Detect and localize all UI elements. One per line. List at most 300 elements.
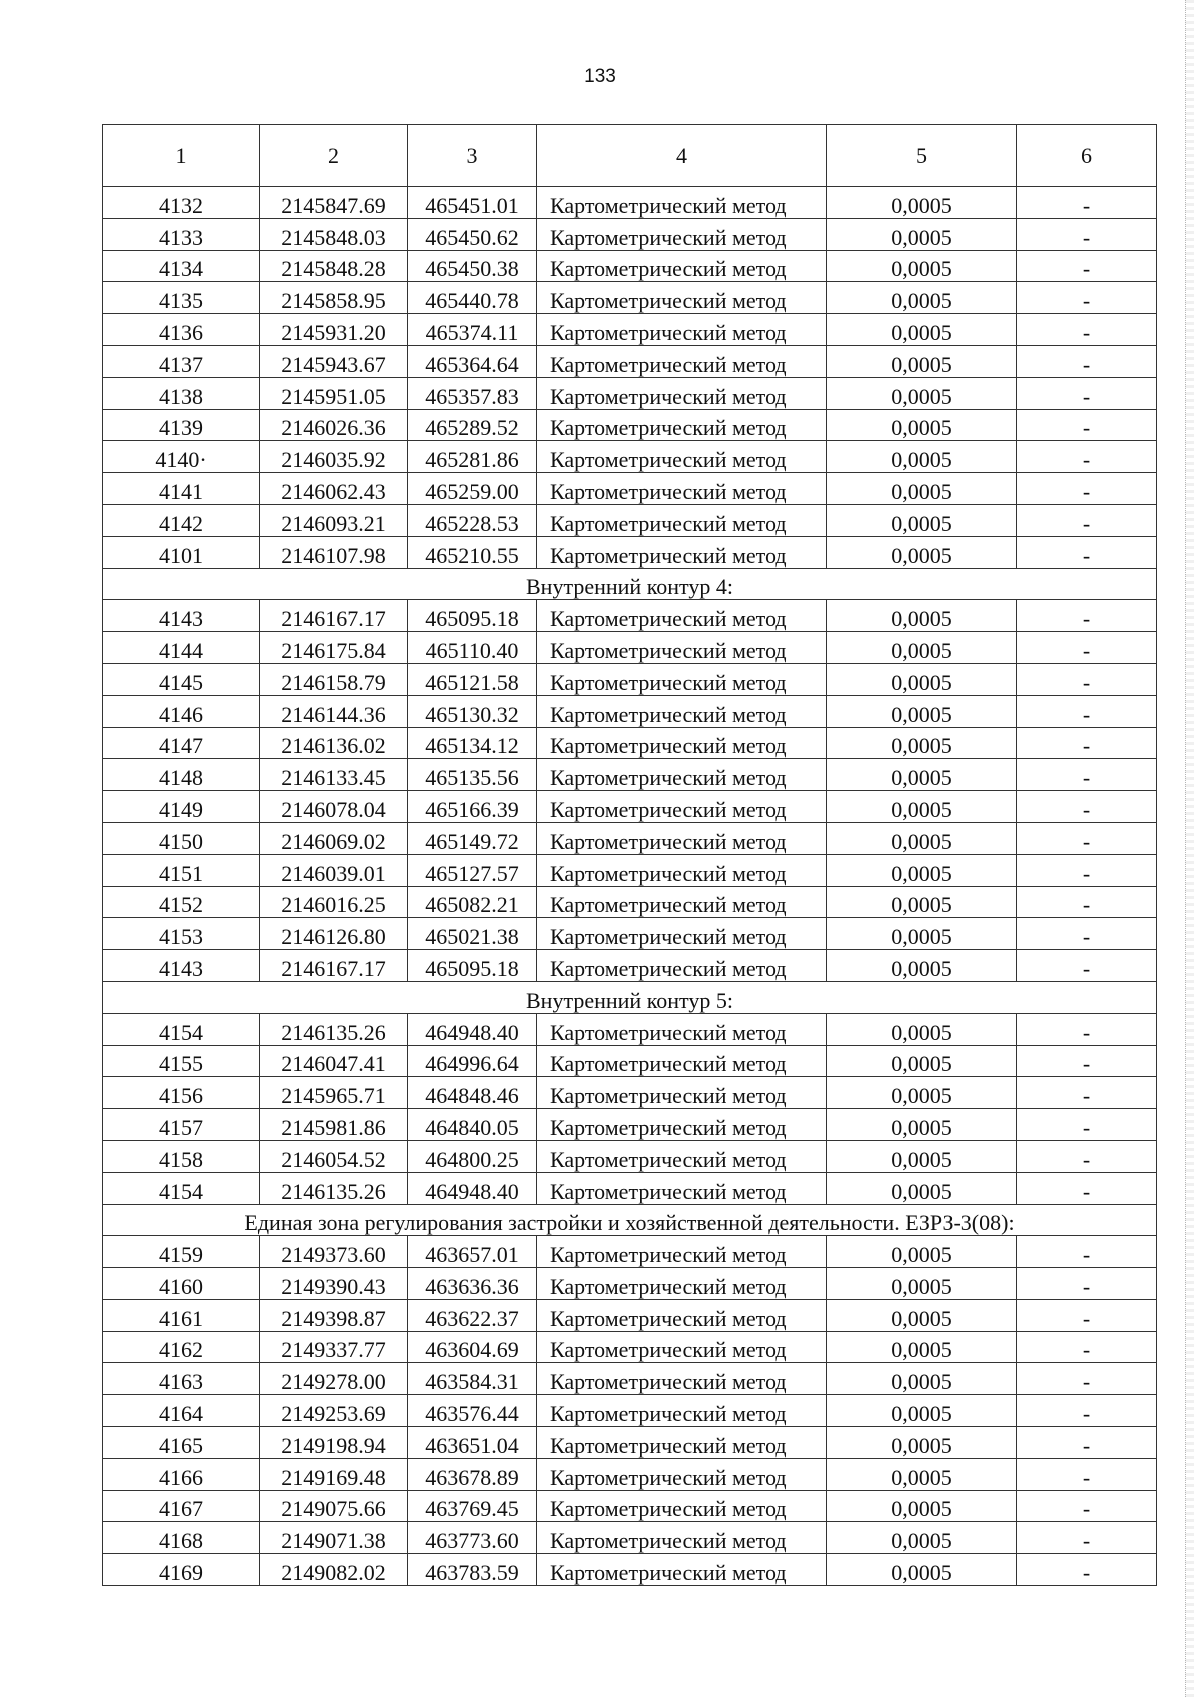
description-cell: - [1017,950,1157,982]
column-header-5: 5 [827,125,1017,187]
point-number-cell: 4154 [103,1172,260,1204]
accuracy-cell: 0,0005 [827,950,1017,982]
y-coordinate-cell: 465110.40 [408,632,537,664]
accuracy-cell: 0,0005 [827,250,1017,282]
accuracy-cell: 0,0005 [827,918,1017,950]
description-cell: - [1017,345,1157,377]
accuracy-cell: 0,0005 [827,632,1017,664]
section-title: Внутренний контур 5: [103,981,1157,1013]
y-coordinate-cell: 465374.11 [408,314,537,346]
method-cell: Картометрический метод [537,1172,827,1204]
table-row [103,1522,1157,1554]
method-cell: Картометрический метод [537,854,827,886]
accuracy-cell: 0,0005 [827,1172,1017,1204]
y-coordinate-cell: 465166.39 [408,791,537,823]
description-cell: - [1017,218,1157,250]
x-coordinate-cell: 2149373.60 [260,1236,408,1268]
point-number-cell: 4142 [103,504,260,536]
section-header-row [103,568,1157,600]
accuracy-cell: 0,0005 [827,663,1017,695]
column-header-2: 2 [260,125,408,187]
description-cell: - [1017,822,1157,854]
table-row [103,1427,1157,1459]
point-number-cell: 4135 [103,282,260,314]
accuracy-cell: 0,0005 [827,791,1017,823]
point-number-cell: 4160 [103,1268,260,1300]
table-row [103,1172,1157,1204]
x-coordinate-cell: 2149398.87 [260,1299,408,1331]
method-cell: Картометрический метод [537,473,827,505]
y-coordinate-cell: 464800.25 [408,1140,537,1172]
point-number-cell: 4154 [103,1013,260,1045]
table-row [103,822,1157,854]
x-coordinate-cell: 2149198.94 [260,1427,408,1459]
x-coordinate-cell: 2146126.80 [260,918,408,950]
x-coordinate-cell: 2146136.02 [260,727,408,759]
point-number-cell: 4167 [103,1490,260,1522]
accuracy-cell: 0,0005 [827,504,1017,536]
description-cell: - [1017,1299,1157,1331]
description-cell: - [1017,1109,1157,1141]
method-cell: Картометрический метод [537,1490,827,1522]
section-header-row [103,1204,1157,1236]
table-row [103,1140,1157,1172]
y-coordinate-cell: 465450.38 [408,250,537,282]
section-header-row [103,981,1157,1013]
point-number-cell: 4168 [103,1522,260,1554]
description-cell: - [1017,282,1157,314]
table-row [103,1554,1157,1586]
point-number-cell: 4169 [103,1554,260,1586]
point-number-cell: 4161 [103,1299,260,1331]
table-row [103,1395,1157,1427]
table-row [103,345,1157,377]
table-row [103,1077,1157,1109]
point-number-cell: 4164 [103,1395,260,1427]
x-coordinate-cell: 2146026.36 [260,409,408,441]
x-coordinate-cell: 2149337.77 [260,1331,408,1363]
table-row [103,632,1157,664]
x-coordinate-cell: 2146144.36 [260,695,408,727]
x-coordinate-cell: 2149082.02 [260,1554,408,1586]
accuracy-cell: 0,0005 [827,600,1017,632]
table-row [103,1013,1157,1045]
table-header-row [103,125,1157,187]
y-coordinate-cell: 465289.52 [408,409,537,441]
accuracy-cell: 0,0005 [827,886,1017,918]
method-cell: Картометрический метод [537,1077,827,1109]
method-cell: Картометрический метод [537,314,827,346]
point-number-cell: 4141 [103,473,260,505]
method-cell: Картометрический метод [537,822,827,854]
point-number-cell: 4148 [103,759,260,791]
method-cell: Картометрический метод [537,1395,827,1427]
x-coordinate-cell: 2145965.71 [260,1077,408,1109]
method-cell: Картометрический метод [537,345,827,377]
x-coordinate-cell: 2145951.05 [260,377,408,409]
point-number-cell: 4166 [103,1458,260,1490]
point-number-cell: 4140· [103,441,260,473]
description-cell: - [1017,250,1157,282]
y-coordinate-cell: 464996.64 [408,1045,537,1077]
table-row [103,377,1157,409]
x-coordinate-cell: 2145847.69 [260,187,408,219]
method-cell: Картометрический метод [537,918,827,950]
accuracy-cell: 0,0005 [827,854,1017,886]
y-coordinate-cell: 465149.72 [408,822,537,854]
table-row [103,504,1157,536]
description-cell: - [1017,1395,1157,1427]
y-coordinate-cell: 465259.00 [408,473,537,505]
method-cell: Картометрический метод [537,759,827,791]
y-coordinate-cell: 464948.40 [408,1013,537,1045]
point-number-cell: 4133 [103,218,260,250]
x-coordinate-cell: 2146078.04 [260,791,408,823]
method-cell: Картометрический метод [537,695,827,727]
x-coordinate-cell: 2145848.28 [260,250,408,282]
point-number-cell: 4139 [103,409,260,441]
method-cell: Картометрический метод [537,250,827,282]
accuracy-cell: 0,0005 [827,1363,1017,1395]
description-cell: - [1017,409,1157,441]
table-row [103,187,1157,219]
accuracy-cell: 0,0005 [827,1331,1017,1363]
y-coordinate-cell: 465082.21 [408,886,537,918]
y-coordinate-cell: 465127.57 [408,854,537,886]
description-cell: - [1017,695,1157,727]
point-number-cell: 4146 [103,695,260,727]
table-row [103,1363,1157,1395]
y-coordinate-cell: 465364.64 [408,345,537,377]
accuracy-cell: 0,0005 [827,1236,1017,1268]
y-coordinate-cell: 463773.60 [408,1522,537,1554]
method-cell: Картометрический метод [537,727,827,759]
point-number-cell: 4163 [103,1363,260,1395]
description-cell: - [1017,918,1157,950]
x-coordinate-cell: 2146135.26 [260,1013,408,1045]
description-cell: - [1017,1172,1157,1204]
x-coordinate-cell: 2146069.02 [260,822,408,854]
y-coordinate-cell: 465095.18 [408,600,537,632]
description-cell: - [1017,1045,1157,1077]
description-cell: - [1017,1490,1157,1522]
description-cell: - [1017,377,1157,409]
method-cell: Картометрический метод [537,377,827,409]
accuracy-cell: 0,0005 [827,727,1017,759]
description-cell: - [1017,791,1157,823]
point-number-cell: 4155 [103,1045,260,1077]
method-cell: Картометрический метод [537,1109,827,1141]
table-row [103,218,1157,250]
y-coordinate-cell: 465121.58 [408,663,537,695]
point-number-cell: 4157 [103,1109,260,1141]
description-cell: - [1017,1458,1157,1490]
table-row [103,1331,1157,1363]
accuracy-cell: 0,0005 [827,695,1017,727]
point-number-cell: 4162 [103,1331,260,1363]
method-cell: Картометрический метод [537,1427,827,1459]
description-cell: - [1017,854,1157,886]
accuracy-cell: 0,0005 [827,1522,1017,1554]
table-row [103,250,1157,282]
table-row [103,886,1157,918]
y-coordinate-cell: 463604.69 [408,1331,537,1363]
point-number-cell: 4137 [103,345,260,377]
y-coordinate-cell: 465281.86 [408,441,537,473]
point-number-cell: 4145 [103,663,260,695]
x-coordinate-cell: 2145858.95 [260,282,408,314]
table-row [103,1045,1157,1077]
description-cell: - [1017,759,1157,791]
table-row [103,314,1157,346]
table-row [103,727,1157,759]
description-cell: - [1017,1522,1157,1554]
x-coordinate-cell: 2146047.41 [260,1045,408,1077]
table-row [103,536,1157,568]
y-coordinate-cell: 465135.56 [408,759,537,791]
column-header-1: 1 [103,125,260,187]
accuracy-cell: 0,0005 [827,1268,1017,1300]
y-coordinate-cell: 465451.01 [408,187,537,219]
accuracy-cell: 0,0005 [827,1554,1017,1586]
accuracy-cell: 0,0005 [827,1045,1017,1077]
point-number-cell: 4158 [103,1140,260,1172]
description-cell: - [1017,727,1157,759]
method-cell: Картометрический метод [537,1268,827,1300]
y-coordinate-cell: 465021.38 [408,918,537,950]
table-row [103,409,1157,441]
method-cell: Картометрический метод [537,536,827,568]
description-cell: - [1017,314,1157,346]
point-number-cell: 4143 [103,950,260,982]
method-cell: Картометрический метод [537,282,827,314]
accuracy-cell: 0,0005 [827,1013,1017,1045]
y-coordinate-cell: 463651.04 [408,1427,537,1459]
method-cell: Картометрический метод [537,1045,827,1077]
x-coordinate-cell: 2146133.45 [260,759,408,791]
y-coordinate-cell: 464848.46 [408,1077,537,1109]
y-coordinate-cell: 463584.31 [408,1363,537,1395]
y-coordinate-cell: 465440.78 [408,282,537,314]
table-row [103,791,1157,823]
x-coordinate-cell: 2146093.21 [260,504,408,536]
y-coordinate-cell: 465130.32 [408,695,537,727]
section-title: Внутренний контур 4: [103,568,1157,600]
y-coordinate-cell: 463678.89 [408,1458,537,1490]
accuracy-cell: 0,0005 [827,1490,1017,1522]
accuracy-cell: 0,0005 [827,1458,1017,1490]
point-number-cell: 4138 [103,377,260,409]
accuracy-cell: 0,0005 [827,345,1017,377]
method-cell: Картометрический метод [537,1458,827,1490]
point-number-cell: 4156 [103,1077,260,1109]
description-cell: - [1017,1427,1157,1459]
accuracy-cell: 0,0005 [827,409,1017,441]
table-row [103,473,1157,505]
table-row [103,600,1157,632]
point-number-cell: 4151 [103,854,260,886]
x-coordinate-cell: 2149075.66 [260,1490,408,1522]
method-cell: Картометрический метод [537,1331,827,1363]
table-row [103,663,1157,695]
method-cell: Картометрический метод [537,886,827,918]
description-cell: - [1017,1363,1157,1395]
y-coordinate-cell: 463622.37 [408,1299,537,1331]
coordinates-table [102,124,1157,1586]
description-cell: - [1017,504,1157,536]
description-cell: - [1017,663,1157,695]
column-header-4: 4 [537,125,827,187]
description-cell: - [1017,536,1157,568]
method-cell: Картометрический метод [537,504,827,536]
x-coordinate-cell: 2149278.00 [260,1363,408,1395]
method-cell: Картометрический метод [537,1140,827,1172]
table-row [103,441,1157,473]
description-cell: - [1017,1236,1157,1268]
point-number-cell: 4136 [103,314,260,346]
x-coordinate-cell: 2146062.43 [260,473,408,505]
table-row [103,1268,1157,1300]
x-coordinate-cell: 2145931.20 [260,314,408,346]
method-cell: Картометрический метод [537,600,827,632]
description-cell: - [1017,1268,1157,1300]
point-number-cell: 4165 [103,1427,260,1459]
description-cell: - [1017,187,1157,219]
description-cell: - [1017,1140,1157,1172]
y-coordinate-cell: 463636.36 [408,1268,537,1300]
description-cell: - [1017,600,1157,632]
table-row [103,1236,1157,1268]
y-coordinate-cell: 465450.62 [408,218,537,250]
table-row [103,1109,1157,1141]
accuracy-cell: 0,0005 [827,1395,1017,1427]
point-number-cell: 4153 [103,918,260,950]
y-coordinate-cell: 463769.45 [408,1490,537,1522]
description-cell: - [1017,1013,1157,1045]
method-cell: Картометрический метод [537,1363,827,1395]
accuracy-cell: 0,0005 [827,1077,1017,1109]
x-coordinate-cell: 2146167.17 [260,600,408,632]
accuracy-cell: 0,0005 [827,282,1017,314]
accuracy-cell: 0,0005 [827,1427,1017,1459]
description-cell: - [1017,886,1157,918]
description-cell: - [1017,632,1157,664]
description-cell: - [1017,1331,1157,1363]
y-coordinate-cell: 465095.18 [408,950,537,982]
y-coordinate-cell: 463576.44 [408,1395,537,1427]
description-cell: - [1017,1554,1157,1586]
accuracy-cell: 0,0005 [827,536,1017,568]
accuracy-cell: 0,0005 [827,441,1017,473]
method-cell: Картометрический метод [537,1554,827,1586]
method-cell: Картометрический метод [537,1299,827,1331]
x-coordinate-cell: 2146107.98 [260,536,408,568]
accuracy-cell: 0,0005 [827,1140,1017,1172]
page-number: 133 [584,66,616,87]
y-coordinate-cell: 463657.01 [408,1236,537,1268]
accuracy-cell: 0,0005 [827,822,1017,854]
point-number-cell: 4149 [103,791,260,823]
table-row [103,695,1157,727]
x-coordinate-cell: 2146016.25 [260,886,408,918]
y-coordinate-cell: 465228.53 [408,504,537,536]
point-number-cell: 4132 [103,187,260,219]
method-cell: Картометрический метод [537,441,827,473]
accuracy-cell: 0,0005 [827,473,1017,505]
method-cell: Картометрический метод [537,1522,827,1554]
x-coordinate-cell: 2145981.86 [260,1109,408,1141]
x-coordinate-cell: 2149071.38 [260,1522,408,1554]
accuracy-cell: 0,0005 [827,218,1017,250]
x-coordinate-cell: 2146039.01 [260,854,408,886]
x-coordinate-cell: 2146175.84 [260,632,408,664]
description-cell: - [1017,441,1157,473]
method-cell: Картометрический метод [537,632,827,664]
table-row [103,1458,1157,1490]
point-number-cell: 4159 [103,1236,260,1268]
y-coordinate-cell: 463783.59 [408,1554,537,1586]
x-coordinate-cell: 2145848.03 [260,218,408,250]
point-number-cell: 4101 [103,536,260,568]
table-row [103,950,1157,982]
x-coordinate-cell: 2149390.43 [260,1268,408,1300]
method-cell: Картометрический метод [537,218,827,250]
accuracy-cell: 0,0005 [827,1299,1017,1331]
y-coordinate-cell: 464948.40 [408,1172,537,1204]
y-coordinate-cell: 465210.55 [408,536,537,568]
table-row [103,759,1157,791]
point-number-cell: 4152 [103,886,260,918]
method-cell: Картометрический метод [537,1013,827,1045]
point-number-cell: 4147 [103,727,260,759]
method-cell: Картометрический метод [537,950,827,982]
x-coordinate-cell: 2149253.69 [260,1395,408,1427]
table-body [103,187,1157,1586]
method-cell: Картометрический метод [537,1236,827,1268]
accuracy-cell: 0,0005 [827,377,1017,409]
x-coordinate-cell: 2146158.79 [260,663,408,695]
column-header-3: 3 [408,125,537,187]
accuracy-cell: 0,0005 [827,314,1017,346]
method-cell: Картометрический метод [537,791,827,823]
point-number-cell: 4150 [103,822,260,854]
point-number-cell: 4143 [103,600,260,632]
method-cell: Картометрический метод [537,663,827,695]
y-coordinate-cell: 464840.05 [408,1109,537,1141]
x-coordinate-cell: 2146035.92 [260,441,408,473]
table-row [103,854,1157,886]
accuracy-cell: 0,0005 [827,759,1017,791]
point-number-cell: 4134 [103,250,260,282]
description-cell: - [1017,473,1157,505]
table-row [103,1490,1157,1522]
method-cell: Картометрический метод [537,187,827,219]
point-number-cell: 4144 [103,632,260,664]
x-coordinate-cell: 2145943.67 [260,345,408,377]
x-coordinate-cell: 2146135.26 [260,1172,408,1204]
description-cell: - [1017,1077,1157,1109]
section-title: Единая зона регулирования застройки и хозяйственной деятельности. ЕЗРЗ-3(08): [103,1204,1157,1236]
x-coordinate-cell: 2149169.48 [260,1458,408,1490]
column-header-6: 6 [1017,125,1157,187]
table-row [103,918,1157,950]
y-coordinate-cell: 465357.83 [408,377,537,409]
method-cell: Картометрический метод [537,409,827,441]
table-row [103,282,1157,314]
table-row [103,1299,1157,1331]
scan-edge-artifact [1185,0,1194,1697]
x-coordinate-cell: 2146167.17 [260,950,408,982]
